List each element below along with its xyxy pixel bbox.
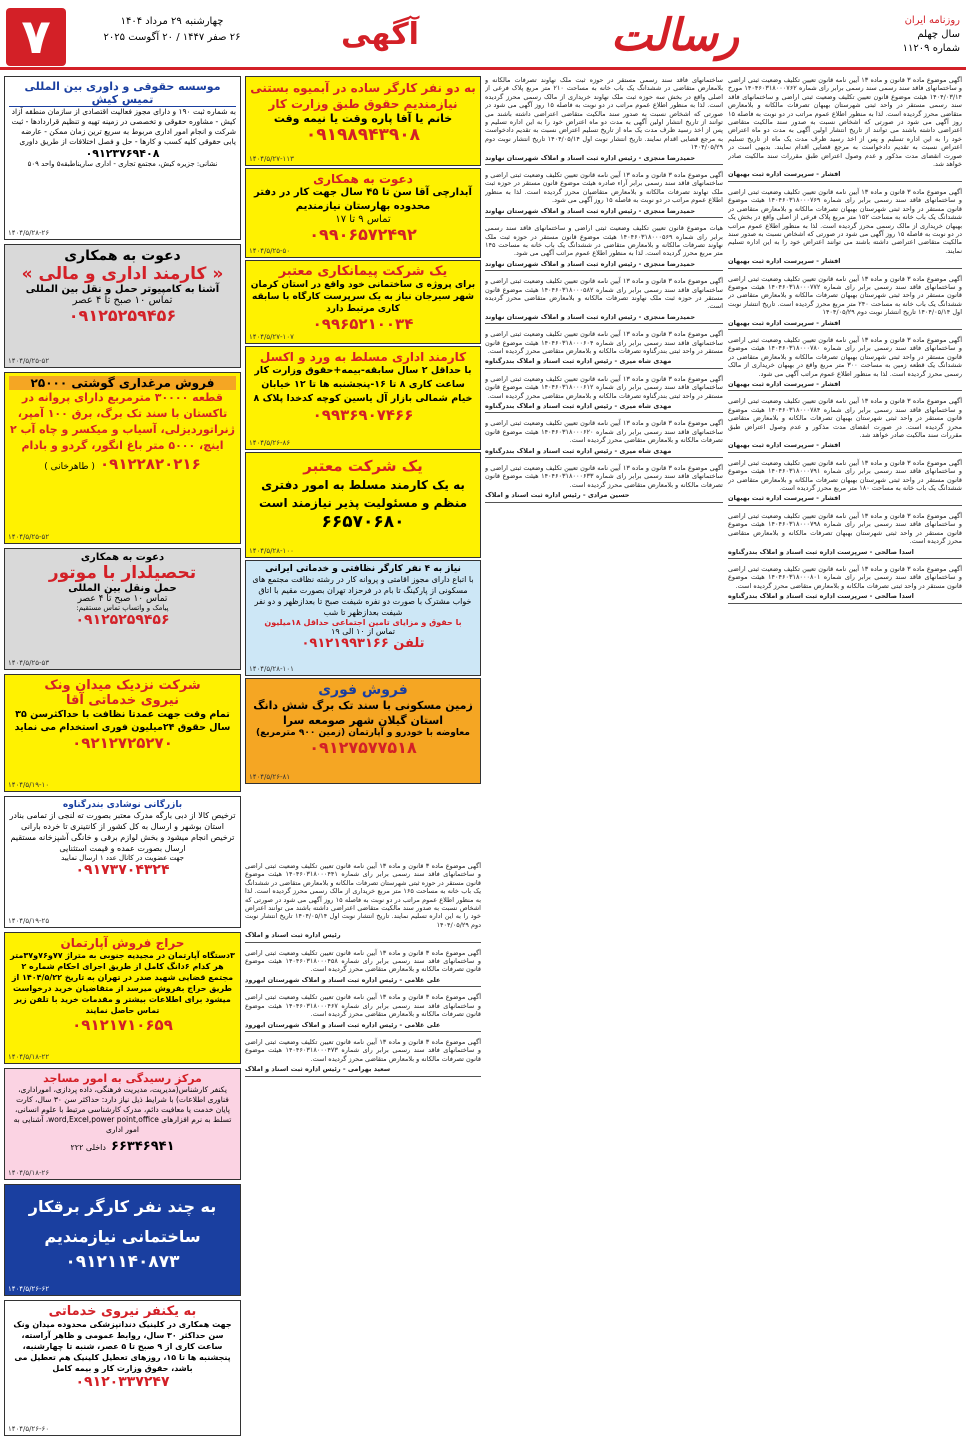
ad-title: دعوت به همکاری	[313, 172, 413, 186]
ad-note: جهت عضویت در کانال عدد ۱ ارسال نمایید	[61, 854, 184, 862]
legal-notice-signature: حمیدرضا منجزی - رئیس اداره ثبت اسناد و املاک شهرستان نهاوند	[485, 260, 723, 271]
ad-title: دعوت به همکاری	[80, 552, 165, 563]
date-persian: چهارشنبه ۲۹ مرداد ۱۴۰۴	[120, 16, 224, 27]
legal-notice-signature: حمیدرضا منجزی - رئیس اداره ثبت اسناد و املاک شهرستان نهاوند	[485, 154, 723, 165]
ad-phone: ۰۹۱۲۱۱۴۰۸۷۳	[65, 1252, 180, 1272]
legal-notices-column-1	[728, 76, 962, 1436]
ad-phone: ۰۹۹۶۵۲۱۰۰۳۴	[312, 315, 414, 333]
date-gregorian: ۲۶ صفر ۱۴۴۷ / ۲۰ آگوست ۲۰۲۵	[103, 32, 241, 43]
ad-code: ۱۴۰۴/۵/۱۸-۲۶	[8, 1169, 50, 1177]
legal-notice-text: آگهی موضوع ماده ۳ قانون و ماده ۱۳ آیین نامه قانون تعیین تکلیف وضعیت ثبتی اراضی و ساختمانهای فاقد سند رسمی برابر رای شماره ۱۴۰۴۶۰۳۱۸۰۰۰۴۷۳ هیئت موضوع قانون تصرفات مالکانه و بلامعارض متقاضی محرز گردیده است.	[245, 1037, 481, 1063]
ad-code: ۱۴۰۴/۵/۲۷-۱۰۷	[249, 333, 294, 341]
ad-headline: « کارمند اداری و مالی »	[21, 264, 224, 284]
ad-clerk	[245, 346, 481, 450]
legal-notice-signature: افشار - سرپرست اداره ثبت بهبهان	[728, 441, 962, 452]
ad-title: یک شرکت معتبر	[303, 457, 423, 475]
ad-hours: تماس ۱۰ صبح تا ۴ عصر	[72, 295, 173, 306]
ad-phone: ۰۹۲۱۲۷۲۵۲۷۰	[72, 734, 173, 752]
ad-phone: ۶۶۵۷۰۶۸۰	[321, 512, 405, 532]
ad-code: ۱۴۰۴/۵/۲۵-۵۳	[8, 659, 50, 667]
ad-hours: تماس ۹ تا ۱۷	[335, 214, 391, 225]
legal-notice-signature: مهدی شاه میری - رئیس اداره ثبت اسناد و املاک بندرگناوه	[485, 357, 723, 368]
ad-phone: ۰۹۱۲۱۹۹۳۱۶۶	[301, 636, 389, 651]
ad-poultry	[4, 372, 241, 544]
ad-headline: تحصیلدار با موتور	[48, 563, 197, 583]
legal-notice-signature: افشار - سرپرست اداره ثبت بهبهان	[728, 170, 962, 181]
legal-notice-signature: مهدی شاه میری - رئیس اداره ثبت اسناد و املاک بندرگناوه	[485, 447, 723, 458]
ad-title: مرکز رسیدگی به امور مساجد	[43, 1072, 202, 1085]
legal-notice-text: آگهی موضوع ماده ۳ قانون و ماده ۱۳ آیین نامه قانون تعیین تکلیف وضعیت ثبتی اراضی و ساختمانهای فاقد سند رسمی برابر رای شماره ۱۴۰۴۶۰۳۱۸۰۰۰۴۵۸ هیئت موضوع قانون تصرفات مالکانه و بلامعارض متقاضی محرز گردیده است.	[245, 948, 481, 974]
legal-notices-column-3	[245, 862, 481, 1436]
legal-notice-text: آگهی موضوع ماده ۳ قانون و ماده ۱۳ آیین نامه قانون تعیین تکلیف وضعیت ثبتی اراضی و ساختمانهای فاقد سند رسمی برابر رای شماره ۱۴۰۴۶۰۳۱۸۰۰۰۶۲۰ هیئت موضوع قانون تصرفات مالکانه و بلامعارض متقاضی محرز گردیده است.	[485, 419, 723, 445]
ad-note: معاوضه با خودرو و آپارتمان (زمین ۹۰۰ مترمربع)	[256, 728, 470, 738]
legal-notice-text: آگهی موضوع ماده ۳ قانون و ماده ۱۳ آیین نامه قانون تعیین تکلیف وضعیت ثبتی اراضی و ساختمانهای فاقد سند رسمی برابر رای شماره ۱۴۰۴۶۰۳۱۸۰۰۰۷۸۴ هیئت موضوع قانون مستقر در واحد ثبتی شهرستان بهبهان تصرفات مالکانه و بلامعارض متقاضی محرز گردیده است. در صورت انقضای مدت مذکور و عدم وصول اعتراض طبق مقررات سند مالکیت صادر خواهد شد.	[728, 397, 962, 440]
ad-phone-label: تلفن	[393, 636, 425, 651]
legal-notice-signature: افشار - سرپرست اداره ثبت بهبهان	[728, 257, 962, 268]
ad-extension: داخلی ۲۲۲	[70, 1143, 106, 1152]
issue-info	[830, 14, 960, 58]
ad-title: به چند نفر کارگر برقکار ساختمانی نیازمندیم	[28, 1197, 217, 1246]
legal-notices-column-2	[485, 76, 723, 1436]
ad-code: ۱۴۰۴/۵/۱۸-۲۲	[8, 1053, 50, 1061]
legal-notice-text: آگهی موضوع ماده ۳ قانون و ماده ۱۳ آیین نامه قانون تعیین تکلیف وضعیت ثبتی اراضی و ساختمانهای فاقد سند رسمی برابر رای شماره ۱۴۰۴۶۰۳۱۸۰۰۰۶۱۲ هیئت موضوع قانون مستقر در واحد ثبتی بندرگناوه تصرفات مالکانه و بلامعارض متقاضی محرز گردیده است.	[485, 374, 723, 400]
ad-clinic	[4, 1300, 241, 1436]
ad-phone: ۰۹۹۰۶۵۷۲۴۹۲	[309, 225, 417, 244]
ad-workers	[4, 1184, 241, 1296]
ad-body: به شماره ثبت ۱۹۰ و دارای مجوز فعالیت اقتصادی از سازمان منطقه آزاد کیش - مشاوره حقوقی و تخصصی در زمینه تهیه و تنظیم قراردادها - ثبت شرکت و انجام امور اداری مربوط به سریع ترین زمان ممکن - عارضه یابی حقوقی کلیه کسب و کارها - حل و فصل اختلافات از طریق داوری	[11, 107, 236, 146]
ad-title: شرکت نزدیک میدان ونک	[44, 678, 201, 693]
ad-body: ترخیص کالا از دبی بارگه مدرک معتبر بصورت ته لنجی از تمامی بنادر استان بوشهر و ارسال به کل کشور از کانتینری تا خرده بارانی ترخیص انجام میشود و بخش لوازم برقی و خانگی آشپزخانه مستقیم ارسال بصورت عمده و قیمت استثنایی	[9, 811, 236, 853]
ad-mosque	[4, 1068, 241, 1180]
legal-notice-text: آگهی موضوع ماده ۳ قانون و ماده ۱۳ آیین نامه قانون تعیین تکلیف وضعیت ثبتی اراضی و ساختمانهای فاقد سند رسمی برابر آراء صادره هیئت موضوع قانون مستقر در حوزه ثبت ملک نهاوند تصرفات مالکانه و بلامعارض متقاضیان محرز گردیده است. لذا به منظور اطلاع عموم مراتب در دو نوبت به فاصله ۱۵ روز آگهی می شود.	[485, 171, 723, 205]
legal-notice-signature: سعید بهرامی - رئیس اداره ثبت اسناد و املاک	[245, 1065, 481, 1076]
legal-notice-text: آگهی موضوع ماده ۳ قانون و ماده ۱۳ آیین نامه قانون تعیین تکلیف وضعیت ثبتی اراضی و ساختمانهای فاقد سند رسمی برابر رای شماره ۱۴۰۴۶۰۳۱۸۰۰۰۷۸۰ هیئت موضوع قانون مستقر در واحد ثبتی شهرستان بهبهان تصرفات مالکانه و بلامعارض متقاضی در ششدانگ یک قطعه زمین به مساحت ۳۰۰ متر مربع واقع در بهبهان خریداری از مالک رسمی محرز گردیده است. لذا به منظور اطلاع عموم مراتب آگهی می شود.	[728, 335, 962, 378]
ad-phone: ۰۹۱۲۱۷۱۰۶۵۹	[72, 1016, 173, 1034]
ad-code: ۱۴۰۴/۵/۲۵-۵۲	[8, 533, 50, 541]
legal-notice-signature: علی غلامی - رئیس اداره ثبت اسناد و املاک شهرستان ابهرود	[245, 1021, 481, 1032]
ad-title: نیاز به ۴ نفر کارگر نظافتی و خدماتی ایرانی	[265, 564, 461, 574]
ad-code: ۱۴۰۴/۵/۱۹-۱۰	[8, 781, 50, 789]
ad-code: ۱۴۰۴/۵/۲۸-۲۶	[8, 229, 50, 237]
legal-notice-signature: حسین مرادی - رئیس اداره ثبت اسناد و املاک	[485, 491, 723, 502]
ad-title: یک شرکت پیمانکاری معتبر	[278, 264, 448, 279]
ad-phone: ۰۹۱۲۳۷۶۹۴۰۸	[85, 147, 160, 160]
ad-graduate	[4, 548, 241, 670]
legal-notice-signature: مهدی شاه میری - رئیس اداره ثبت اسناد و املاک بندرگناوه	[485, 402, 723, 413]
ad-title: فروش مرغداری گوشتی ۲۵۰۰۰	[9, 376, 236, 390]
ad-code: ۱۴۰۴/۵/۲۶-۸۱	[249, 773, 291, 781]
ad-title: حراج فروش آپارتمان	[60, 936, 185, 950]
legal-notice-text: آگهی موضوع ماده ۳ قانون و ماده ۱۳ آیین نامه قانون تعیین تکلیف وضعیت ثبتی اراضی و ساختمانهای فاقد سند رسمی برابر رای شماره ۱۴۰۴۶۰۳۱۸۰۰۰۶۰۴ هیئت موضوع قانون مستقر در واحد ثبتی بندرگناوه تصرفات مالکانه و بلامعارض متقاضی محرز گردیده است.	[485, 330, 723, 355]
ad-code: ۱۴۰۴/۵/۲۸-۱۰۱	[249, 665, 294, 673]
ad-headline: نیروی خدماتی آقا	[65, 693, 179, 708]
legal-notice-text: آگهی موضوع ماده ۳ قانون و ماده ۱۳ آیین نامه قانون تعیین تکلیف وضعیت ثبتی اراضی و ساختمانهای فاقد سند رسمی برابر رای شماره ۱۴۰۴۶۰۳۱۸۰۰۰۷۶۹ هیئت موضوع قانون مستقر در واحد ثبتی شهرستان بهبهان تصرفات مالکانه و بلامعارض متقاضی در ششدانگ یک باب خانه به مساحت ۱۵۲ متر مربع پلاک فرعی از اصلی واقع در بخش یک بهبهان خریداری از مالک رسمی محرز گردیده است. لذا به منظور اطلاع عموم مراتب در دو نوبت به فاصله ۱۵ روز آگهی می شود در صورتی که اشخاص نسبت به صدور سند مالکیت متقاضی اعتراضی داشته باشند می توانند اعتراض خود را به این اداره تسلیم نمایند.	[728, 187, 962, 255]
ad-title: به یکنفر نیروی خدماتی	[48, 1304, 197, 1319]
legal-notice-signature: افشار - سرپرست اداره ثبت بهبهان	[728, 380, 962, 391]
ad-title: فروش فوری	[318, 682, 408, 698]
ad-phone: ۰۹۱۲۷۵۷۷۵۱۸	[309, 738, 417, 757]
ad-code: ۱۴۰۴/۵/۲۶-۶۰	[8, 1425, 50, 1433]
legal-notice-signature: افشار - سرپرست اداره ثبت بهبهان	[728, 319, 962, 330]
ad-body: خانم یا آقا پاره وقت یا نیمه وقت	[273, 112, 453, 125]
ad-code: ۱۴۰۴/۵/۲۵-۵۰	[249, 247, 291, 255]
ad-title: بازرگانی نوشادی بندرگناوه	[62, 800, 183, 810]
ad-code: ۱۴۰۴/۵/۲۶-۸۶	[249, 439, 291, 447]
ad-noshadi	[4, 796, 241, 928]
ad-code: ۱۴۰۴/۵/۲۸-۱۰۰	[249, 547, 294, 555]
ad-body: برای پروژه ی ساختمانی خود واقع در استان کرمان شهر سیرجان نیاز به یک سرپرست کارگاه با سابقه کاری مرتبط دارد	[250, 280, 476, 314]
ad-land	[245, 678, 481, 784]
ad-phone: ۰۹۱۲۲۸۲۰۲۱۶	[100, 455, 201, 473]
ad-cook	[245, 168, 481, 258]
legal-notice-signature: حمیدرضا منجزی - رئیس اداره ثبت اسناد و املاک شهرستان نهاوند	[485, 313, 723, 324]
legal-notice-text: آگهی موضوع ماده ۳ قانون و ماده ۱۳ آیین نامه قانون تعیین تکلیف وضعیت ثبتی اراضی و ساختمانهای فاقد سند رسمی برابر رای شماره ۱۴۰۴۶۰۳۱۸۰۰۰۴۴۱ هیئت موضوع قانون مستقر در حوزه ثبتی شهرستان تصرفات مالکانه و بلامعارض متقاضی در ششدانگ یک باب خانه به مساحت ۱۶۵ متر مربع خریداری از مالک رسمی محرز گردیده است. لذا به منظور اطلاع عموم مراتب در دو نوبت به فاصله ۱۵ روز آگهی می شود در صورتی که اشخاص نسبت به صدور سند مالکیت متقاضی اعتراضی داشته باشند می توانند اعتراض خود را به این اداره تسلیم نمایند. تاریخ انتشار نوبت اول ۱۴۰۴/۰۵/۱۴ تاریخ انتشار نوبت دوم ۱۴۰۴/۰۵/۲۹	[245, 862, 481, 929]
ad-code: ۱۴۰۴/۵/۲۵-۵۲	[8, 357, 50, 365]
legal-notice-text: آگهی موضوع ماده ۳ قانون و ماده ۱۳ آیین نامه قانون تعیین تکلیف وضعیت ثبتی اراضی و ساختمانهای فاقد سند رسمی برابر رای شماره ۱۴۰۴۶۰۳۱۸۰۰۰۶۳۳ هیئت موضوع قانون تصرفات مالکانه و بلامعارض متقاضی محرز گردیده است.	[485, 464, 723, 489]
ad-body: ۳دستگاه آپارتمان در مجیدیه جنوبی به متراژ ۷۷و۷۶و۳۷متر هر کدام ۶دانگ کامل از طریق اجرای احکام شماره ۲ مجتمع قضایی شهید صدر در تهران به تاریخ ۱۴۰۴/۵/۲۲ از طریق حراج بفروش میرسد از متقاضیان خرید درخواست میشود برای اطلاعات بیشتر و مقدمات خرید با تلفن زیر تماس حاصل نمایند	[10, 951, 235, 1015]
ad-phone: ۰۹۱۷۳۷۰۴۳۲۴	[75, 862, 170, 878]
ad-hours: تماس از ۱۰ الی ۱۹	[331, 627, 395, 636]
newspaper-logo: رسالت	[610, 10, 740, 61]
ad-kish	[4, 76, 241, 240]
legal-notice-signature: اسدا صالحی - سرپرست اداره ثبت اسناد و املاک بندرگناوه	[728, 548, 962, 559]
ad-body: آبدارچی آقا سن تا ۴۵ سال جهت کار در دفتر محدوده بهارستان نیازمندیم	[254, 187, 472, 212]
ad-phone: ۰۹۱۲۰۳۳۷۲۴۷	[75, 1374, 170, 1390]
ad-phone: ۰۹۹۳۶۹۰۷۴۶۶	[312, 406, 414, 424]
ad-code: ۱۴۰۴/۵/۲۶-۶۲	[8, 1285, 50, 1293]
masthead	[0, 0, 966, 70]
ad-note: پیامک و واتساپ تماس مستقیم:	[76, 604, 169, 612]
legal-notice-signature: علی غلامی - رئیس اداره ثبت اسناد و املاک شهرستان ابهرود	[245, 976, 481, 987]
ad-phone: ۰۹۱۲۵۲۵۹۴۵۶	[68, 306, 177, 325]
section-title: آگهی	[341, 17, 419, 52]
ad-code: ۱۴۰۴/۵/۲۷-۱۱۳	[249, 155, 294, 163]
legal-notice-text: آگهی موضوع ماده ۳ قانون و ماده ۱۳ آیین نامه قانون تعیین تکلیف وضعیت ثبتی اراضی و ساختمانهای فاقد سند رسمی برابر رای شماره ۱۴۰۴۶۰۳۱۸۰۰۰۷۷۲ هیئت موضوع قانون مستقر در واحد ثبتی شهرستان بهبهان تصرفات مالکانه و بلامعارض متقاضی در ششدانگ یک باب خانه به مساحت ۲۴۰ متر مربع محرز گردیده است. تاریخ انتشار نوبت اول ۱۴۰۴/۰۵/۱۴ تاریخ انتشار نوبت دوم ۱۴۰۴/۰۵/۲۹	[728, 274, 962, 317]
ad-code: ۱۴۰۴/۵/۱۹-۲۵	[8, 917, 50, 925]
ad-contact-name: ( طاهرخانی )	[44, 462, 95, 472]
ad-vanak	[4, 674, 241, 792]
ad-body: با اتباع دارای مجوز اقامتی و پروانه کار در رشته نظافت مجتمع های مسکونی از پارکینگ تا بام در فرحزاد تهران بصورت مقیم با اتاق خواب مشترک با صورت دو نفره شیفت صبح تا بعدازظهر و دو نفر شیفت بعدازظهر تا شب	[252, 575, 474, 617]
page-number: ۷	[6, 8, 66, 66]
ad-body: با حداقل ۲ سال سابقه-بیمه+حقوق وزارت کار ساعت کاری ۸ تا ۱۶-پنجشنبه ها تا ۱۲ خیابان خیام شمالی بازار آل یاسین کوچه کدخدا پلاک ۸	[253, 365, 473, 404]
legal-notice-signature: افشار - سرپرست اداره ثبت بهبهان	[728, 494, 962, 505]
legal-notice-text: ساختمانهای فاقد سند رسمی مستقر در حوزه ثبت ملک نهاوند تصرفات مالکانه و بلامعارض متقاضی در ششدانگ یک باب خانه به مساحت ۲۱۰ متر مربع پلاک فرعی از اصلی واقع در بخش سه حوزه ثبت ملک نهاوند خریداری از مالک رسمی محرز گردیده است. لذا به منظور اطلاع عموم مراتب در دو نوبت به فاصله ۱۵ روز آگهی می شود در صورتی که اشخاص نسبت به صدور سند مالکیت متقاضی اعتراضی داشته باشند می توانند از تاریخ انتشار اولین آگهی به مدت دو ماه اعتراض خود را به این اداره تسلیم و پس از اخذ رسید ظرف مدت یک ماه از تاریخ تسلیم اعتراض نسبت به تقدیم دادخواست به مرجع قضایی اقدام نمایند. تاریخ انتشار نوبت اول ۱۴۰۴/۰۵/۱۴ تاریخ انتشار نوبت دوم ۱۴۰۴/۰۵/۲۹	[485, 76, 723, 152]
ad-body: یکنفر کارشناس(مدیریت، مدیریت فرهنگی، داده پردازی، امورادارى، فناوری اطلاعات) با شرایط ذیل نیاز دارد: حداکثر سن ۳۰ سال، کارت پایان خدمت یا معافیت دائم، مدرک کارشناسی مرتبط با علوم انسانی، تسلط به نرم افزارهای word,Excel,power point,office، آشنایی به امور اداری	[13, 1085, 232, 1134]
ad-title: دعوت به همکاری	[64, 248, 181, 264]
ad-note: با حقوق و مزایای تامین اجتماعی حداقل ۱۸میلیون	[264, 618, 462, 627]
issue-number: شماره ۱۱۲۰۹	[902, 43, 960, 54]
ad-footer: نشانی: جزیره کیش، مجتمع تجاری - اداری ساریناطبقه۵ واحد ۵۰۹	[27, 160, 218, 168]
ad-title: کارمند اداری مسلط به ورد و اکسل	[259, 350, 467, 364]
ad-office	[245, 452, 481, 558]
legal-notice-text: آگهی موضوع ماده ۳ قانون و ماده ۱۳ آیین نامه قانون تعیین تکلیف وضعیت ثبتی اراضی و ساختمانهای فاقد سند رسمی برابر رای شماره ۱۴۰۴۶۰۳۱۸۰۰۰۵۸۲ هیئت موضوع قانون مستقر در حوزه ثبت ملک نهاوند تصرفات مالکانه و بلامعارض متقاضی محرز گردیده است.	[485, 277, 723, 311]
ad-cooperation-admin	[4, 244, 241, 368]
ad-body: آشنا به کامپیوتر حمل و نقل بین المللی	[25, 284, 220, 295]
legal-notice-text: آگهی موضوع ماده ۳ قانون و ماده ۱۳ آیین نامه قانون تعیین تکلیف وضعیت ثبتی اراضی و ساختمانهای فاقد سند رسمی برابر رای شماره ۱۴۰۴۶۰۳۱۸۰۰۰۸۰۱ هیئت موضوع قانون مستقر در واحد ثبتی تصرفات مالکانه و بلامعارض متقاضی محرز گردیده است.	[728, 564, 962, 590]
ad-body: زمین مسکونی با سند تک برگ شش دانگ استان گیلان شهر صومعه سرا	[253, 699, 473, 727]
legal-notice-text: آگهی موضوع ماده ۳ قانون و ماده ۱۳ آیین نامه قانون تعیین تکلیف وضعیت ثبتی اراضی و ساختمانهای فاقد سند رسمی برابر رای شماره ۱۴۰۴۶۰۳۱۸۰۰۰۷۹۸ هیئت موضوع قانون مستقر در واحد ثبتی شهرستان بهبهان تصرفات مالکانه و بلامعارض متقاضی محرز گردیده است.	[728, 511, 962, 546]
legal-notice-signature: رئیس اداره ثبت اسناد و املاک	[245, 931, 481, 942]
ad-body: قطعه ۳۰۰۰۰ مترمربع دارای پروانه در تاکستان با سند تک برگ، برق ۱۰۰ آمپر، ژنراتوردیزلی، آسیاب و میکسر و چاه آب ۲ اینچ، ۵۰۰۰ متر باغ انگور، گردو و بادام	[9, 391, 236, 452]
legal-notice-text: آگهی موضوع ماده ۳ قانون و ماده ۱۳ آیین نامه قانون تعیین تکلیف وضعیت ثبتی اراضی و ساختمانهای فاقد سند رسمی برابر رای شماره ۱۴۰۴۶۰۳۱۸۰۰۰۷۹۱ هیئت موضوع قانون مستقر در واحد ثبتی شهرستان بهبهان تصرفات مالکانه و بلامعارض متقاضی در ششدانگ یک باب خانه به مساحت ۱۸۰ متر مربع محرز گردیده است.	[728, 458, 962, 493]
ad-hours: تماس ۱۰ صبح تا ۴ عصر	[77, 594, 168, 604]
legal-notice-text: آگهی موضوع ماده ۳ قانون و ماده ۱۳ آیین نامه قانون تعیین تکلیف وضعیت ثبتی اراضی و ساختمانهای فاقد سند رسمی سند رسمی برابر رای شماره ۱۴۰۴۶۰۳۱۸۰۰۰۷۶۲ مورخ ۱۴۰۴/۰۳/۱۴ هیئت موضوع قانون تعیین تکلیف وضعیت ثبتی اراضی و ساختمانهای فاقد سند رسمی مستقر در واحد ثبتی شهرستان بهبهان تصرفات مالکانه و بلامعارض متقاضی محرز گردیده است. لذا به منظور اطلاع عموم مراتب در دو نوبت به فاصله ۱۵ روز آگهی می شود در صورتی که اشخاص نسبت به صدور سند مالکیت متقاضی اعتراضی داشته باشند می توانند از تاریخ انتشار اولین آگهی به مدت دو ماه اعتراض خود را به این اداره تسلیم و پس از اخذ رسید ظرف مدت یک ماه از تاریخ تسلیم اعتراض نسبت به تقدیم دادخواست به مرجع قضایی اقدام نمایند. بدیهی است در صورت انقضای مدت مذکور و عدم وصول اعتراض طبق مقررات سند مالکیت صادر خواهد شد.	[728, 76, 962, 169]
legal-notice-signature: اسدا صالحی - سرپرست اداره ثبت اسناد و املاک بندرگناوه	[728, 592, 962, 603]
legal-notice-signature: حمیدرضا منجزی - رئیس اداره ثبت اسناد و املاک شهرستان نهاوند	[485, 207, 723, 218]
ad-cleaning	[245, 560, 481, 676]
legal-notice-text: آگهی موضوع ماده ۳ قانون و ماده ۱۳ آیین نامه قانون تعیین تکلیف وضعیت ثبتی اراضی و ساختمانهای فاقد سند رسمی برابر رای شماره ۱۴۰۴۶۰۳۱۸۰۰۰۴۶۷ هیئت موضوع قانون تصرفات مالکانه و بلامعارض متقاضی محرز گردیده است.	[245, 993, 481, 1019]
issue-year: سال چهلم	[917, 29, 960, 40]
ad-contractor	[245, 260, 481, 344]
ad-body: به یک کارمند مسلط به امور دفتری منظم و مسئولیت پذیر نیازمند است	[258, 478, 468, 510]
ad-body: جهت همکاری در کلینیک دندانپزشکی محدوده میدان ونک سن حداکثر ۳۰ سال، روابط عمومی و ظاهر آراسته، ساعت کاری از ۹ صبح تا ۵ عصر، شنبه تا چهارشنبه، پنجشنبه ها تا ۱۵، روزهای تعطیل کلینیک هم تعطیل می باشد، حقوق وزارت کار و بیمه کامل	[13, 1320, 232, 1373]
ad-body: تمام وقت جهت عمدتا نظافت با حداکثرسن ۳۵ سال حقوق ۲۴میلیون فوری استخدام می نماید	[14, 709, 231, 733]
ad-auction	[4, 932, 241, 1064]
ad-title: به دو نفر کارگر ساده در آبمیوه بستنی نیازمندیم حقوق طبق وزارت کار	[250, 81, 476, 111]
ad-phone: ۰۹۱۲۵۲۵۹۴۵۶	[75, 612, 170, 628]
ad-phone: ۶۶۳۴۶۹۴۱	[111, 1139, 175, 1154]
ad-phone: ۰۹۱۹۸۹۴۳۹۰۸	[305, 125, 421, 145]
ad-buffet	[245, 76, 481, 166]
paper-label: روزنامه ایران	[904, 15, 960, 26]
ad-title: موسسه حقوقی و داوری بین المللی تمیس کیش	[9, 80, 236, 107]
legal-notice-text: هیات موضوع قانون تعیین تکلیف وضعیت ثبتی اراضی و ساختمانهای فاقد سند رسمی برابر رای شماره ۱۴۰۴۶۰۳۱۸۰۰۰۵۶۹ هیئت موضوع قانون مستقر در حوزه ثبت ملک نهاوند تصرفات مالکانه و بلامعارض متقاضی در ششدانگ یک باب خانه به مساحت ۱۴۵ متر مربع محرز گردیده است. لذا به منظور اطلاع عموم مراتب آگهی می شود.	[485, 224, 723, 258]
issue-date	[72, 14, 272, 54]
ad-body: حمل ونقل بین المللی	[68, 583, 177, 594]
